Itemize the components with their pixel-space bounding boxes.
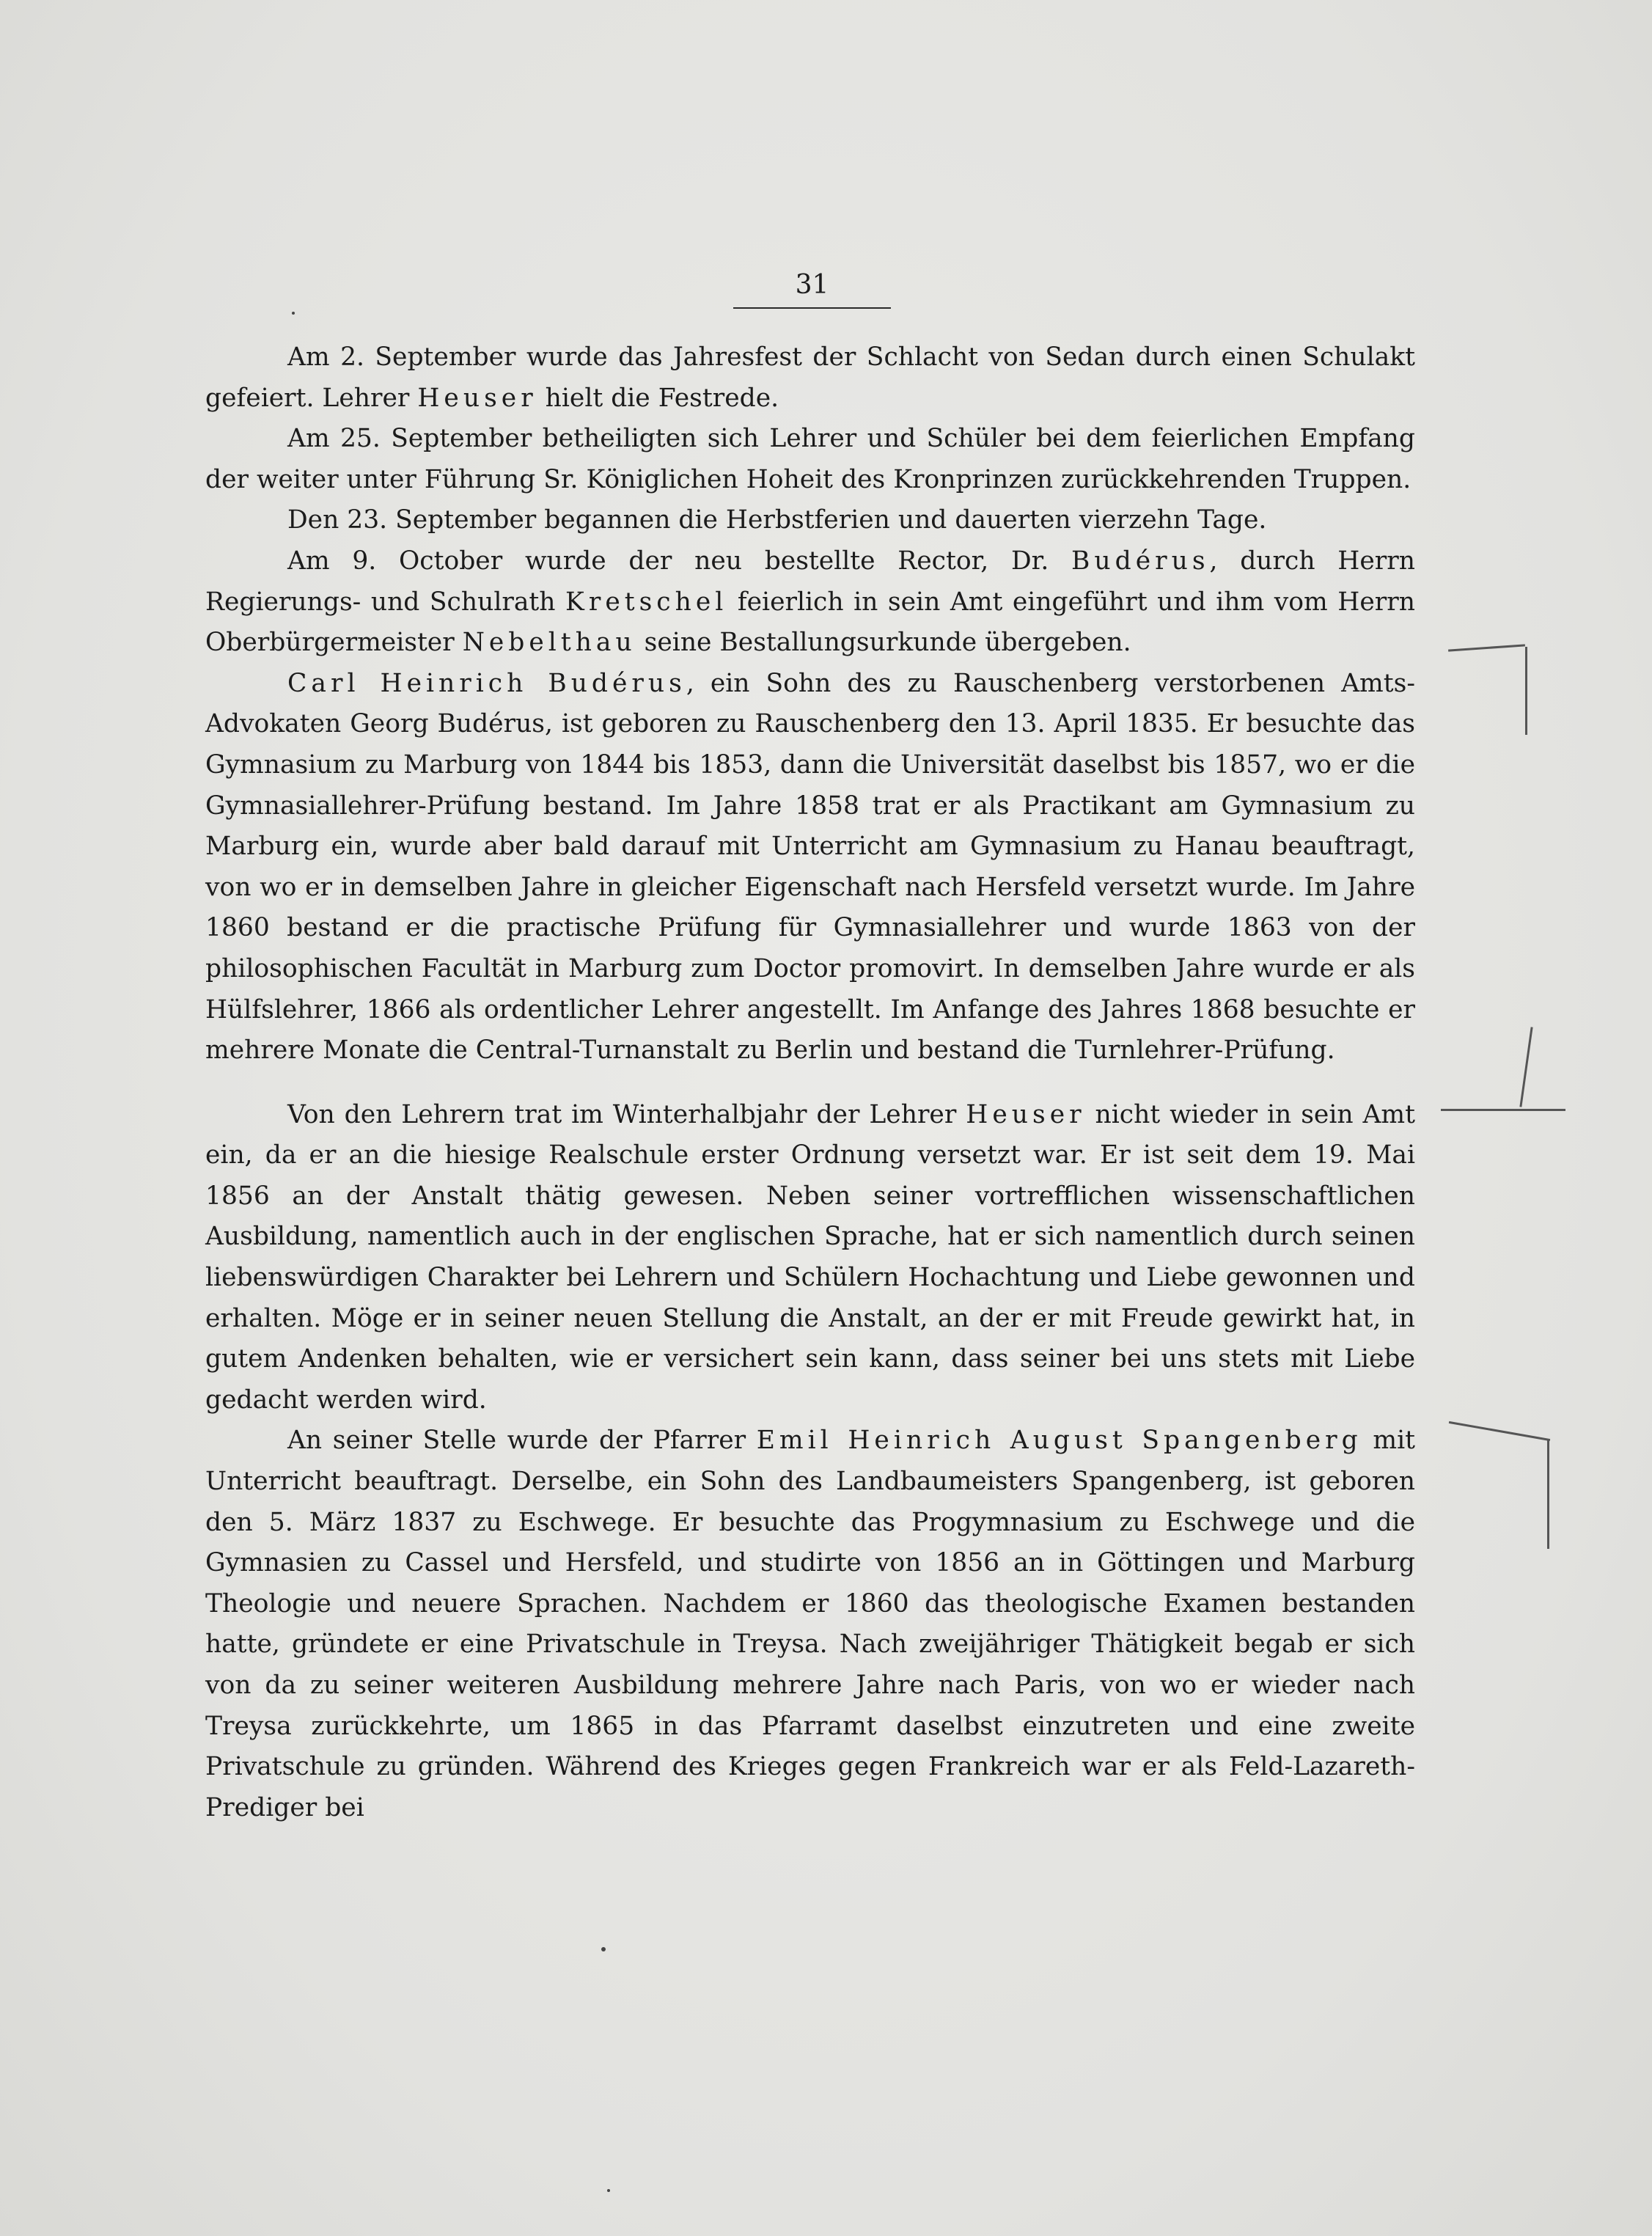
spaced-name: Heuser bbox=[966, 1099, 1086, 1129]
paper-speck bbox=[292, 312, 295, 315]
paragraph-rector-installation: Am 9. October wurde der neu bestellte Rector, Dr. Budérus, durch Herrn Regierungs- und Schulrath Kretschel feierlich in sein Amt eingeführt und ihm vom Herrn Oberbürgermeister Nebelthau seine Bestallungsurkunde übergeben. bbox=[205, 546, 1415, 658]
paper-speck bbox=[607, 2189, 610, 2192]
page-number: 31 bbox=[733, 270, 891, 309]
margin-bracket-mark bbox=[1547, 1439, 1549, 1549]
paragraph-sedan-celebration: Am 2. September wurde das Jahresfest der Schlacht von Sedan durch einen Schulakt gefeiert. Lehrer Heuser hielt die Festrede. bbox=[205, 342, 1415, 413]
paragraph-heuser-departure: Von den Lehrern trat im Winterhalbjahr der Lehrer Heuser nicht wieder in sein Amt ein, da er an die hiesige Realschule erster Ordnung versetzt war. Er ist seit dem 19. Mai 1856 an der Anstalt thätig gewesen. Neben seiner vortrefflichen wissenschaftlichen Ausbildung, namentlich auch in der englischen Sprache, hat er sich namentlich durch seinen liebenswürdigen Charakter bei Lehrern und Schülern Hochachtung und Liebe gewonnen und erhalten. Möge er in seiner neuen Stellung die Anstalt, an der er mit Freude gewirkt hat, in gutem Andenken behalten, wie er versichert sein kann, dass seiner bei uns stets mit Liebe gedacht werden wird. bbox=[205, 1099, 1415, 1415]
body-text bbox=[205, 337, 1415, 1828]
paragraph-spangenberg-appointment: An seiner Stelle wurde der Pfarrer Emil Heinrich August Spangenberg mit Unterricht beauftragt. Derselbe, ein Sohn des Landbaumeisters Spangenberg, ist geboren den 5. März 1837 zu Eschwege. Er besuchte das Progymnasium zu Eschwege und die Gymnasien zu Cassel und Hersfeld, und studirte von 1856 an in Göttingen und Marburg Theologie und neuere Sprachen. Nachdem er 1860 das theologische Examen bestanden hatte, gründete er eine Privatschule in Treysa. Nach zweijähriger Thätigkeit begab er sich von da zu seiner weiteren Ausbildung mehrere Jahre nach Paris, von wo er wieder nach Treysa zurückkehrte, um 1865 in das Pfarramt daselbst einzutreten und eine zweite Privatschule zu gründen. Während des Krieges gegen Frankreich war er als Feld-Lazareth-Prediger bei bbox=[205, 1426, 1415, 1822]
margin-bracket-mark bbox=[1525, 647, 1527, 735]
spaced-name: Heuser bbox=[417, 383, 537, 413]
spaced-name: Budérus bbox=[1071, 546, 1210, 576]
paragraph-autumn-holidays: Den 23. September begannen die Herbstferien und dauerten vierzehn Tage. bbox=[287, 505, 1267, 535]
spaced-name: Emil Heinrich August Spangenberg bbox=[756, 1426, 1362, 1456]
paragraph-crown-prince-reception: Am 25. September betheiligten sich Lehrer und Schüler bei dem feierlichen Empfang der weiter unter Führung Sr. Königlichen Hoheit des Kronprinzen zurückkehrenden Truppen. bbox=[205, 424, 1415, 494]
margin-bracket-mark bbox=[1519, 1027, 1532, 1107]
margin-bracket-mark bbox=[1441, 1109, 1565, 1111]
paper-speck bbox=[601, 1947, 606, 1951]
margin-bracket-mark bbox=[1449, 1421, 1550, 1441]
spaced-name: Nebelthau bbox=[462, 628, 636, 658]
margin-bracket-mark bbox=[1448, 644, 1525, 651]
spaced-name: Kretschel bbox=[565, 587, 728, 617]
spaced-name: Carl Heinrich Budérus bbox=[287, 668, 686, 698]
paragraph-buderus-biography: Carl Heinrich Budérus, ein Sohn des zu Rauschenberg verstorbenen Amts-Advokaten Georg Budérus, ist geboren zu Rauschenberg den 13. April 1835. Er besuchte das Gymnasium zu Marburg von 1844 bis 1853, dann die Universität daselbst bis 1857, wo er die Gymnasiallehrer-Prüfung bestand. Im Jahre 1858 trat er als Practikant am Gymnasium zu Marburg ein, wurde aber bald darauf mit Unterricht am Gymnasium zu Hanau beauftragt, von wo er in demselben Jahre in gleicher Eigenschaft nach Hersfeld versetzt wurde. Im Jahre 1860 bestand er die practische Prüfung für Gymnasiallehrer und wurde 1863 von der philosophischen Facultät in Marburg zum Doctor promovirt. In demselben Jahre wurde er als Hülfslehrer, 1866 als ordentlicher Lehrer angestellt. Im Anfange des Jahres 1868 besuchte er mehrere Monate die Central-Turnanstalt zu Berlin und bestand die Turnlehrer-Prüfung. bbox=[205, 668, 1415, 1066]
